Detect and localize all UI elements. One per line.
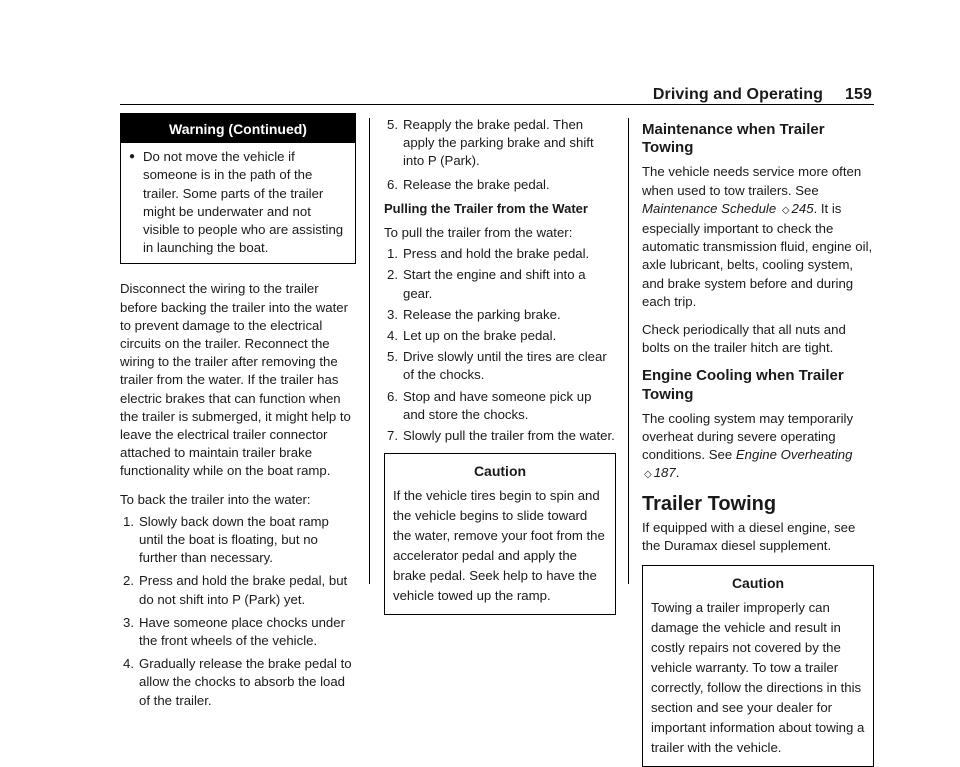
header-rule bbox=[120, 104, 874, 105]
warning-title: Warning (Continued) bbox=[121, 114, 355, 143]
engine-overheating-link[interactable]: Engine Overheating bbox=[735, 447, 853, 463]
maintenance-paragraph: The vehicle needs service more often when used to tow trailers. See Maintenance Schedule ◇ 245. It is especially important to check the automatic transmission fluid, engine oil, axle lubricant, belts, cooling system, and brake system before and during each trip. bbox=[642, 164, 873, 309]
column-divider-1 bbox=[369, 118, 370, 584]
list-item: 6. Stop and have someone pick up and store the chocks. bbox=[387, 388, 592, 422]
trailer-towing-heading: Trailer Towing bbox=[642, 492, 777, 515]
page-number: 159 bbox=[845, 86, 872, 103]
list-item: 1. Slowly back down the boat ramp until the boat is floating, but no further than necessary. bbox=[123, 513, 329, 566]
list-item: 2. Start the engine and shift into a gear. bbox=[387, 267, 586, 301]
caution-text: If the vehicle tires begin to spin and the vehicle begins to slide toward the water, remove your foot from the accelerator pedal and apply the brake pedal. Seek help to have the vehicle towed up the ramp. bbox=[393, 488, 605, 604]
cooling-heading: Engine Cooling when Trailer Towing bbox=[642, 367, 844, 403]
section-title: Driving and Operating bbox=[652, 86, 823, 103]
warning-body bbox=[121, 143, 355, 263]
page-ref-icon: ◇ bbox=[644, 469, 652, 481]
back-steps-list bbox=[120, 513, 356, 710]
bullet-icon: ● bbox=[129, 151, 136, 163]
warning-text: Do not move the vehicle if someone is in the path of the trailer. Some parts of the trailer might be underwater and not visible to people who are assisting in launching the boat. bbox=[143, 149, 344, 256]
maintenance-heading: Maintenance when Trailer Towing bbox=[642, 121, 825, 157]
warning-box bbox=[120, 113, 356, 264]
list-item: 6. Release the brake pedal. bbox=[387, 176, 550, 192]
back-steps-continued bbox=[384, 116, 616, 194]
running-header bbox=[0, 86, 960, 104]
list-item: 1. Press and hold the brake pedal. bbox=[387, 246, 590, 262]
pull-steps-list bbox=[384, 245, 616, 445]
pull-intro: To pull the trailer from the water: bbox=[384, 225, 573, 241]
list-item: 3. Release the parking brake. bbox=[387, 306, 561, 322]
caution-box-ramp bbox=[384, 453, 616, 615]
diesel-paragraph: If equipped with a diesel engine, see the Duramax diesel supplement. bbox=[642, 519, 856, 554]
pulling-subheading: Pulling the Trailer from the Water bbox=[384, 200, 588, 216]
list-item: 4. Gradually release the brake pedal to allow the chocks to absorb the load of the trailer. bbox=[123, 656, 352, 708]
maintenance-schedule-link[interactable]: Maintenance Schedule bbox=[642, 200, 777, 216]
page-ref[interactable]: 245 bbox=[791, 200, 814, 216]
column-2 bbox=[384, 116, 616, 615]
wiring-paragraph: Disconnect the wiring to the trailer before backing the trailer into the water to prevent damage to the electrical circuits on the trailer. Reconnect the wiring to the trailer after removing the trailer from the water. If the trailer has electric brakes that can function when the trailer is submerged, it might help to leave the electrical trailer connector attached to maintain trailer brake functionality while on the boat ramp. bbox=[120, 281, 351, 479]
list-item: 3. Have someone place chocks under the front wheels of the vehicle. bbox=[123, 614, 345, 649]
caution-title: Caution bbox=[731, 575, 785, 592]
column-1 bbox=[120, 113, 356, 716]
list-item: 4. Let up on the brake pedal. bbox=[387, 328, 557, 344]
back-intro: To back the trailer into the water: bbox=[120, 491, 311, 507]
list-item: 2. Press and hold the brake pedal, but do not shift into P (Park) yet. bbox=[123, 573, 348, 607]
list-item: 5. Drive slowly until the tires are clear of the chocks. bbox=[387, 349, 607, 383]
column-3 bbox=[642, 113, 874, 767]
list-item: 5. Reapply the brake pedal. Then apply the parking brake and shift into P (Park). bbox=[387, 117, 594, 169]
nuts-bolts-paragraph: Check periodically that all nuts and bolts on the trailer hitch are tight. bbox=[642, 322, 846, 356]
list-item: 7. Slowly pull the trailer from the water. bbox=[387, 428, 615, 444]
page-ref[interactable]: 187 bbox=[653, 465, 676, 481]
caution-box-towing bbox=[642, 565, 874, 767]
cooling-paragraph: The cooling system may temporarily overheat during severe operating conditions. See Engine Overheating ◇ 187. bbox=[642, 410, 854, 481]
caution-title: Caution bbox=[473, 463, 527, 480]
caution-text: Towing a trailer improperly can damage the vehicle and result in costly repairs not covered by the vehicle warranty. To tow a trailer correctly, follow the directions in this section and see your dealer for important information about towing a trailer with the vehicle. bbox=[651, 600, 865, 756]
column-divider-2 bbox=[628, 118, 629, 584]
page-ref-icon: ◇ bbox=[781, 204, 790, 216]
